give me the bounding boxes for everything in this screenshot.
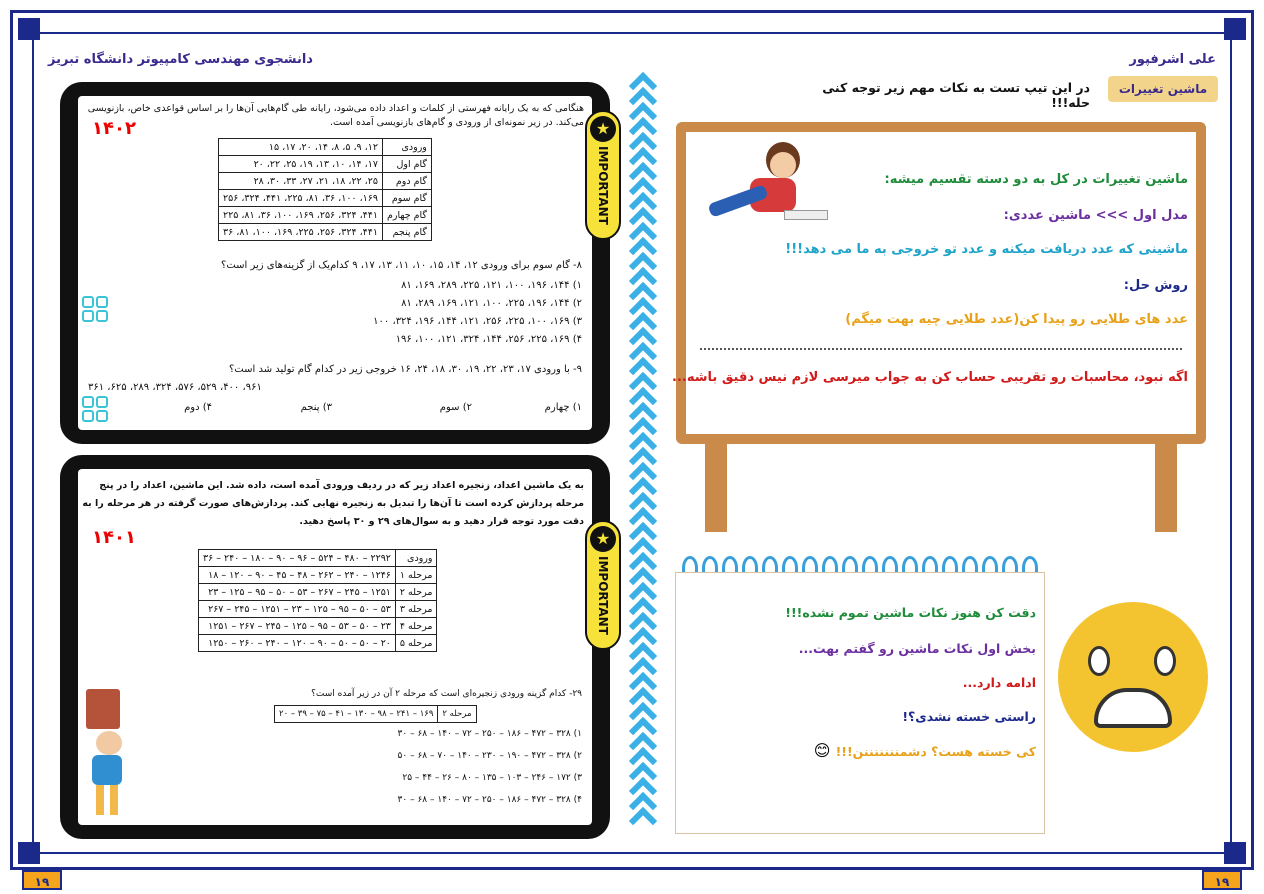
question-29-option: ۳) ۱۷۲ – ۲۴۶ – ۱۰۳ – ۱۳۵ – ۸۰ – ۲۶ – ۴۴ – ۲۵ — [402, 773, 582, 783]
star-icon: ★ — [590, 526, 616, 552]
important-tab-2 — [585, 520, 621, 650]
important-label: IMPORTANT — [596, 556, 610, 635]
row-label: گام سوم — [382, 190, 431, 207]
chevron-icon — [627, 612, 655, 626]
chevron-icon — [627, 162, 655, 176]
stage-values: ۱۶۹ – ۲۴۱ – ۹۸ – ۱۳۰ – ۴۱ – ۷۵ – ۳۹ – ۲۰ — [275, 706, 438, 723]
chevron-icon — [627, 447, 655, 461]
chevron-icon — [627, 327, 655, 341]
row-values: ۲۵، ۲۲، ۱۸، ۲۱، ۲۷، ۳۳، ۳۰، ۲۸ — [219, 173, 383, 190]
stage-label: مرحله ۲ — [438, 706, 476, 723]
question-9: ۹- با ورودی ۱۷، ۲۳، ۲۲، ۱۹، ۳۰، ۱۸، ۲۴، ۱۶ خروجی زیر در کدام گام تولید شد است؟ — [228, 364, 582, 375]
corner-ornament — [18, 18, 40, 40]
chevron-icon — [627, 567, 655, 581]
chevron-icon — [627, 192, 655, 206]
question-8-option: ۱) ۱۴۴، ۱۹۶، ۱۰۰، ۱۲۱، ۲۲۵، ۲۸۹، ۱۶۹، ۸۱ — [401, 280, 582, 291]
worried-face-emoji — [1058, 602, 1208, 752]
row-values: ۲۳ – ۵۰ – ۵۳ – ۹۵ – ۱۲۵ – ۲۴۵ – ۲۶۷ – ۱۲۵۱ — [199, 618, 396, 635]
row-label: مرحله ۲ — [395, 584, 437, 601]
question-29-option: ۴) ۳۲۸ – ۴۷۲ – ۱۸۶ – ۲۵۰ – ۷۲ – ۱۴۰ – ۶۸ – ۳۰ — [397, 795, 582, 805]
grid-icon — [82, 296, 108, 322]
star-icon: ★ — [590, 116, 616, 142]
row-values: ۲۲۹۲ – ۴۸۰ – ۵۲۴ – ۹۶ – ۹۰ – ۱۸۰ – ۲۴۰ – ۳۶ — [199, 550, 396, 567]
chevron-icon — [627, 297, 655, 311]
chevron-icon — [627, 702, 655, 716]
chevron-icon — [627, 282, 655, 296]
year-label-1402: ۱۴۰۲ — [92, 118, 136, 139]
tip-heading: در این تیپ تست به نکات مهم زیر توجه کنی حله!!! — [822, 80, 1090, 110]
important-tab-1 — [585, 110, 621, 240]
chevron-icon — [627, 147, 655, 161]
row-label: مرحله ۱ — [395, 567, 437, 584]
chevron-icon — [627, 807, 655, 821]
chevron-icon — [627, 402, 655, 416]
easel-board — [672, 122, 1206, 444]
tablet-1 — [60, 82, 610, 444]
row-label: گام اول — [382, 156, 431, 173]
chevron-icon — [627, 537, 655, 551]
question-9-sequence: ۹۶۱، ۴۰۰، ۵۲۹، ۵۷۶، ۳۲۴، ۲۸۹، ۶۲۵، ۳۶۱ — [88, 382, 262, 393]
chevron-icon — [627, 267, 655, 281]
question-8-option: ۳) ۱۶۹، ۱۰۰، ۲۲۵، ۲۵۶، ۱۲۱، ۱۴۴، ۱۹۶، ۳۲۴، ۱۰۰ — [373, 316, 582, 327]
question-8-option: ۲) ۱۴۴، ۱۹۶، ۲۲۵، ۱۰۰، ۱۲۱، ۱۶۹، ۲۸۹، ۸۱ — [401, 298, 582, 309]
chevron-icon — [627, 717, 655, 731]
chevron-icon — [627, 237, 655, 251]
row-values: ۱۷، ۱۴، ۱۰، ۱۳، ۱۹، ۲۵، ۲۲، ۲۰ — [219, 156, 383, 173]
tablet-1-screen — [78, 96, 592, 430]
row-label: مرحله ۴ — [395, 618, 437, 635]
question-9-option: ۳) پنجم — [300, 402, 332, 413]
row-values: ۲۰ – ۵۰ – ۵۰ – ۹۰ – ۱۲۰ – ۲۴۰ – ۲۶۰ – ۱۲۵۰ — [199, 635, 396, 652]
topic-badge: ماشین تغییرات — [1108, 76, 1218, 102]
chevron-icon — [627, 687, 655, 701]
chevron-icon — [627, 342, 655, 356]
board-line-3: ماشینی که عدد دریافت میکنه و عدد تو خروجی به ما می دهد!!! — [785, 242, 1188, 257]
chevron-icon — [627, 597, 655, 611]
chevron-icon — [627, 777, 655, 791]
note-line-1: دقت کن هنوز نکات ماشین تموم نشده!!! — [785, 605, 1036, 620]
grid-icon — [82, 396, 108, 422]
chevron-icon — [627, 642, 655, 656]
chevron-icon — [627, 792, 655, 806]
chevron-icon — [627, 222, 655, 236]
boy-with-books-illustration — [80, 689, 136, 819]
chevron-icon — [627, 417, 655, 431]
page-number-right: ۱۹ — [1202, 870, 1242, 890]
chevron-icon — [627, 477, 655, 491]
chevron-icon — [627, 732, 655, 746]
tablet-2-intro: به یک ماشین اعداد، زنجیره اعداد زیر که در ردیف ورودی آمده است، داده شد. این ماشین، اعداد را در پنج مرحله پردازش کرده است تا آن‌ها را تبدیل به زنجیره نهایی کند. پردازش‌های صورت گرفته در هر مرحله را به دقت مورد توجه قرار دهید و به سوال‌های ۲۹ و ۳۰ پاسخ دهید. — [82, 480, 584, 527]
question-29-stage-table — [274, 705, 477, 723]
chevron-icon — [627, 72, 655, 86]
dotted-divider — [700, 348, 1182, 350]
chevron-icon — [627, 252, 655, 266]
chevron-icon — [627, 177, 655, 191]
chevron-icon — [627, 657, 655, 671]
chevron-icon — [627, 762, 655, 776]
tablet-2-screen — [78, 469, 592, 825]
question-29-option: ۲) ۳۲۸ – ۴۷۲ – ۱۹۰ – ۲۳۰ – ۱۴۰ – ۷۰ – ۶۸ – ۵۰ — [397, 751, 582, 761]
girl-reading-illustration — [704, 138, 834, 248]
board-line-2: مدل اول >>> ماشین عددی: — [1003, 208, 1188, 223]
chevron-icon — [627, 462, 655, 476]
board-leg — [1155, 440, 1177, 532]
tablet-2 — [60, 455, 610, 839]
chevron-icon — [627, 312, 655, 326]
chevron-icon — [627, 582, 655, 596]
row-values: ۵۳ – ۵۰ – ۹۵ – ۱۲۵ – ۲۳ – ۱۲۵۱ – ۲۴۵ – ۲۶۷ — [199, 601, 396, 618]
board-line-6: اگه نبود، محاسبات رو تقریبی حساب کن به جواب میرسی لازم نیس دقیق باشه... — [672, 370, 1188, 385]
chevron-icon — [627, 492, 655, 506]
row-values: ۱۲۴۶ – ۲۴۰ – ۲۶۲ – ۴۸ – ۴۵ – ۹۰ – ۱۲۰ – ۱۸ — [199, 567, 396, 584]
board-line-5: عدد های طلایی رو پیدا کن(عدد طلایی چیه بهت میگم) — [845, 312, 1188, 327]
chevron-icon — [627, 357, 655, 371]
chevron-icon — [627, 672, 655, 686]
chevron-icon — [627, 387, 655, 401]
row-label: ورودی — [395, 550, 437, 567]
smile-icon: 😊 — [813, 741, 831, 760]
row-values: ۴۴۱، ۳۲۴، ۲۵۶، ۲۲۵، ۱۶۹، ۱۰۰، ۸۱، ۳۶ — [219, 224, 383, 241]
tablet-1-intro: هنگامی که به یک رایانه فهرستی از کلمات و اعداد داده می‌شود، رایانه طی گام‌هایی آن‌ها را بر اساس قواعدی خاص، بازنویسی می‌کند. در زیر نمونه‌ای از ورودی و گام‌های بازنویسی آمده است. — [87, 103, 584, 128]
row-label: گام دوم — [382, 173, 431, 190]
row-label: مرحله ۳ — [395, 601, 437, 618]
chevron-divider — [622, 72, 660, 832]
board-leg — [705, 440, 727, 532]
board-line-1: ماشین تغییرات در کل به دو دسته تقسیم میشه: — [884, 172, 1188, 187]
notebook-note — [675, 572, 1045, 834]
question-9-option: ۲) سوم — [439, 402, 472, 413]
note-line-5: کی خسته هست؟ دشمنننننننن!!! — [835, 744, 1036, 759]
row-values: ۱۶۹، ۱۰۰، ۳۶، ۸۱، ۲۲۵، ۴۴۱، ۳۲۴، ۲۵۶ — [219, 190, 383, 207]
chevron-icon — [627, 87, 655, 101]
stages-table — [198, 549, 437, 652]
row-label: ورودی — [382, 139, 431, 156]
row-values: ۱۲۵۱ – ۲۴۵ – ۲۶۷ – ۵۳ – ۵۰ – ۹۵ – ۱۲۵ – ۲۳ — [199, 584, 396, 601]
chevron-icon — [627, 507, 655, 521]
chevron-icon — [627, 372, 655, 386]
row-label: گام پنجم — [382, 224, 431, 241]
row-values: ۴۴۱، ۳۲۴، ۲۵۶، ۱۶۹، ۱۰۰، ۳۶، ۸۱، ۲۲۵ — [219, 207, 383, 224]
chevron-icon — [627, 117, 655, 131]
chevron-icon — [627, 522, 655, 536]
chevron-icon — [627, 747, 655, 761]
chevron-icon — [627, 102, 655, 116]
corner-ornament — [18, 842, 40, 864]
question-8-option: ۴) ۱۶۹، ۲۲۵، ۲۵۶، ۱۴۴، ۳۲۴، ۱۲۱، ۱۰۰، ۱۹۶ — [395, 334, 582, 345]
question-29-option: ۱) ۳۲۸ – ۴۷۲ – ۱۸۶ – ۲۵۰ – ۷۲ – ۱۴۰ – ۶۸ – ۳۰ — [397, 729, 582, 739]
year-label-1401: ۱۴۰۱ — [92, 527, 136, 548]
note-line-3: ادامه دارد... — [962, 675, 1036, 690]
question-8: ۸- گام سوم برای ورودی ۱۲، ۱۴، ۱۵، ۱۰، ۱۱، ۱۳، ۱۷، ۹ کدام‌یک از گزینه‌های زیر است؟ — [221, 260, 582, 271]
note-line-5-wrap — [814, 741, 1036, 760]
chevron-icon — [627, 432, 655, 446]
corner-ornament — [1224, 18, 1246, 40]
question-29: ۲۹- کدام گزینه ورودی زنجیره‌ای است که مرحله ۲ آن در زیر آمده است؟ — [311, 689, 582, 699]
chevron-icon — [627, 552, 655, 566]
question-9-option: ۴) دوم — [184, 402, 212, 413]
question-9-option: ۱) چهارم — [544, 402, 582, 413]
row-label: گام چهارم — [382, 207, 431, 224]
row-label: مرحله ۵ — [395, 635, 437, 652]
important-label: IMPORTANT — [596, 146, 610, 225]
note-line-4: راستی خسته نشدی؟! — [902, 709, 1036, 724]
board-surface — [672, 132, 1196, 434]
chevron-icon — [627, 207, 655, 221]
chevron-icon — [627, 627, 655, 641]
chevron-icon — [627, 132, 655, 146]
left-header-title: دانشجوی مهندسی کامپیوتر دانشگاه تبریز — [48, 52, 313, 67]
board-line-4: روش حل: — [1123, 278, 1188, 293]
page-number-left: ۱۹ — [22, 870, 62, 890]
author-name: علی اشرفپور — [1129, 52, 1216, 67]
note-line-2: بخش اول نکات ماشین رو گفتم بهت... — [798, 641, 1036, 656]
steps-table — [218, 138, 432, 241]
corner-ornament — [1224, 842, 1246, 864]
row-values: ۱۲، ۹، ۵، ۸، ۱۴، ۲۰، ۱۷، ۱۵ — [219, 139, 383, 156]
